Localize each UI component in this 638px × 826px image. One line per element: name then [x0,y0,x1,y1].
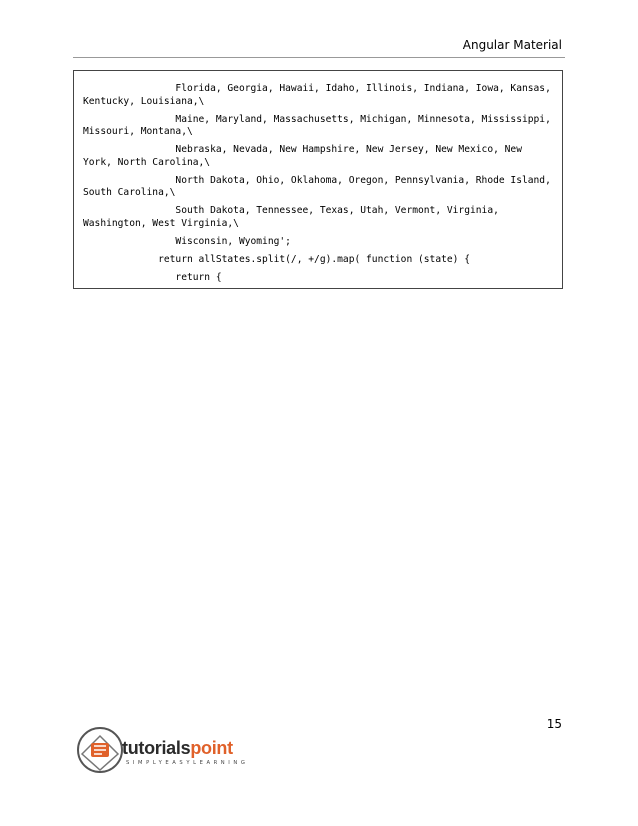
tutorialspoint-logo [74,722,274,782]
code-line: North Dakota, Ohio, Oklahoma, Oregon, Pennsylvania, Rhode Island, South Carolina,\ [83,174,551,199]
page-number: 15 [546,717,562,731]
code-block [73,70,563,289]
logo-emblem-icon [74,724,126,776]
logo-wordmark [122,738,233,759]
code-line: return allStates.split(/, +/g).map( function (state) { [83,254,470,266]
code-line: return { [83,272,222,284]
header-rule [73,57,565,58]
logo-text-accent: point [190,738,233,758]
page-header-title: Angular Material [462,38,562,52]
code-line: Florida, Georgia, Hawaii, Idaho, Illinois, Indiana, Iowa, Kansas, Kentucky, Louisiana,\ [83,83,551,107]
code-line: Maine, Maryland, Massachusetts, Michigan, Minnesota, Mississippi, Missouri, Montana,\ [83,113,551,138]
code-line: Wisconsin, Wyoming'; [83,235,291,247]
logo-text-dark: tutorials [122,738,191,758]
logo-tagline: SIMPLYEASYLEARNING [126,760,249,766]
code-line: South Dakota, Tennessee, Texas, Utah, Vermont, Virginia, Washington, West Virginia,\ [83,205,499,229]
code-line: Nebraska, Nevada, New Hampshire, New Jersey, New Mexico, New York, North Carolina,\ [83,144,522,168]
